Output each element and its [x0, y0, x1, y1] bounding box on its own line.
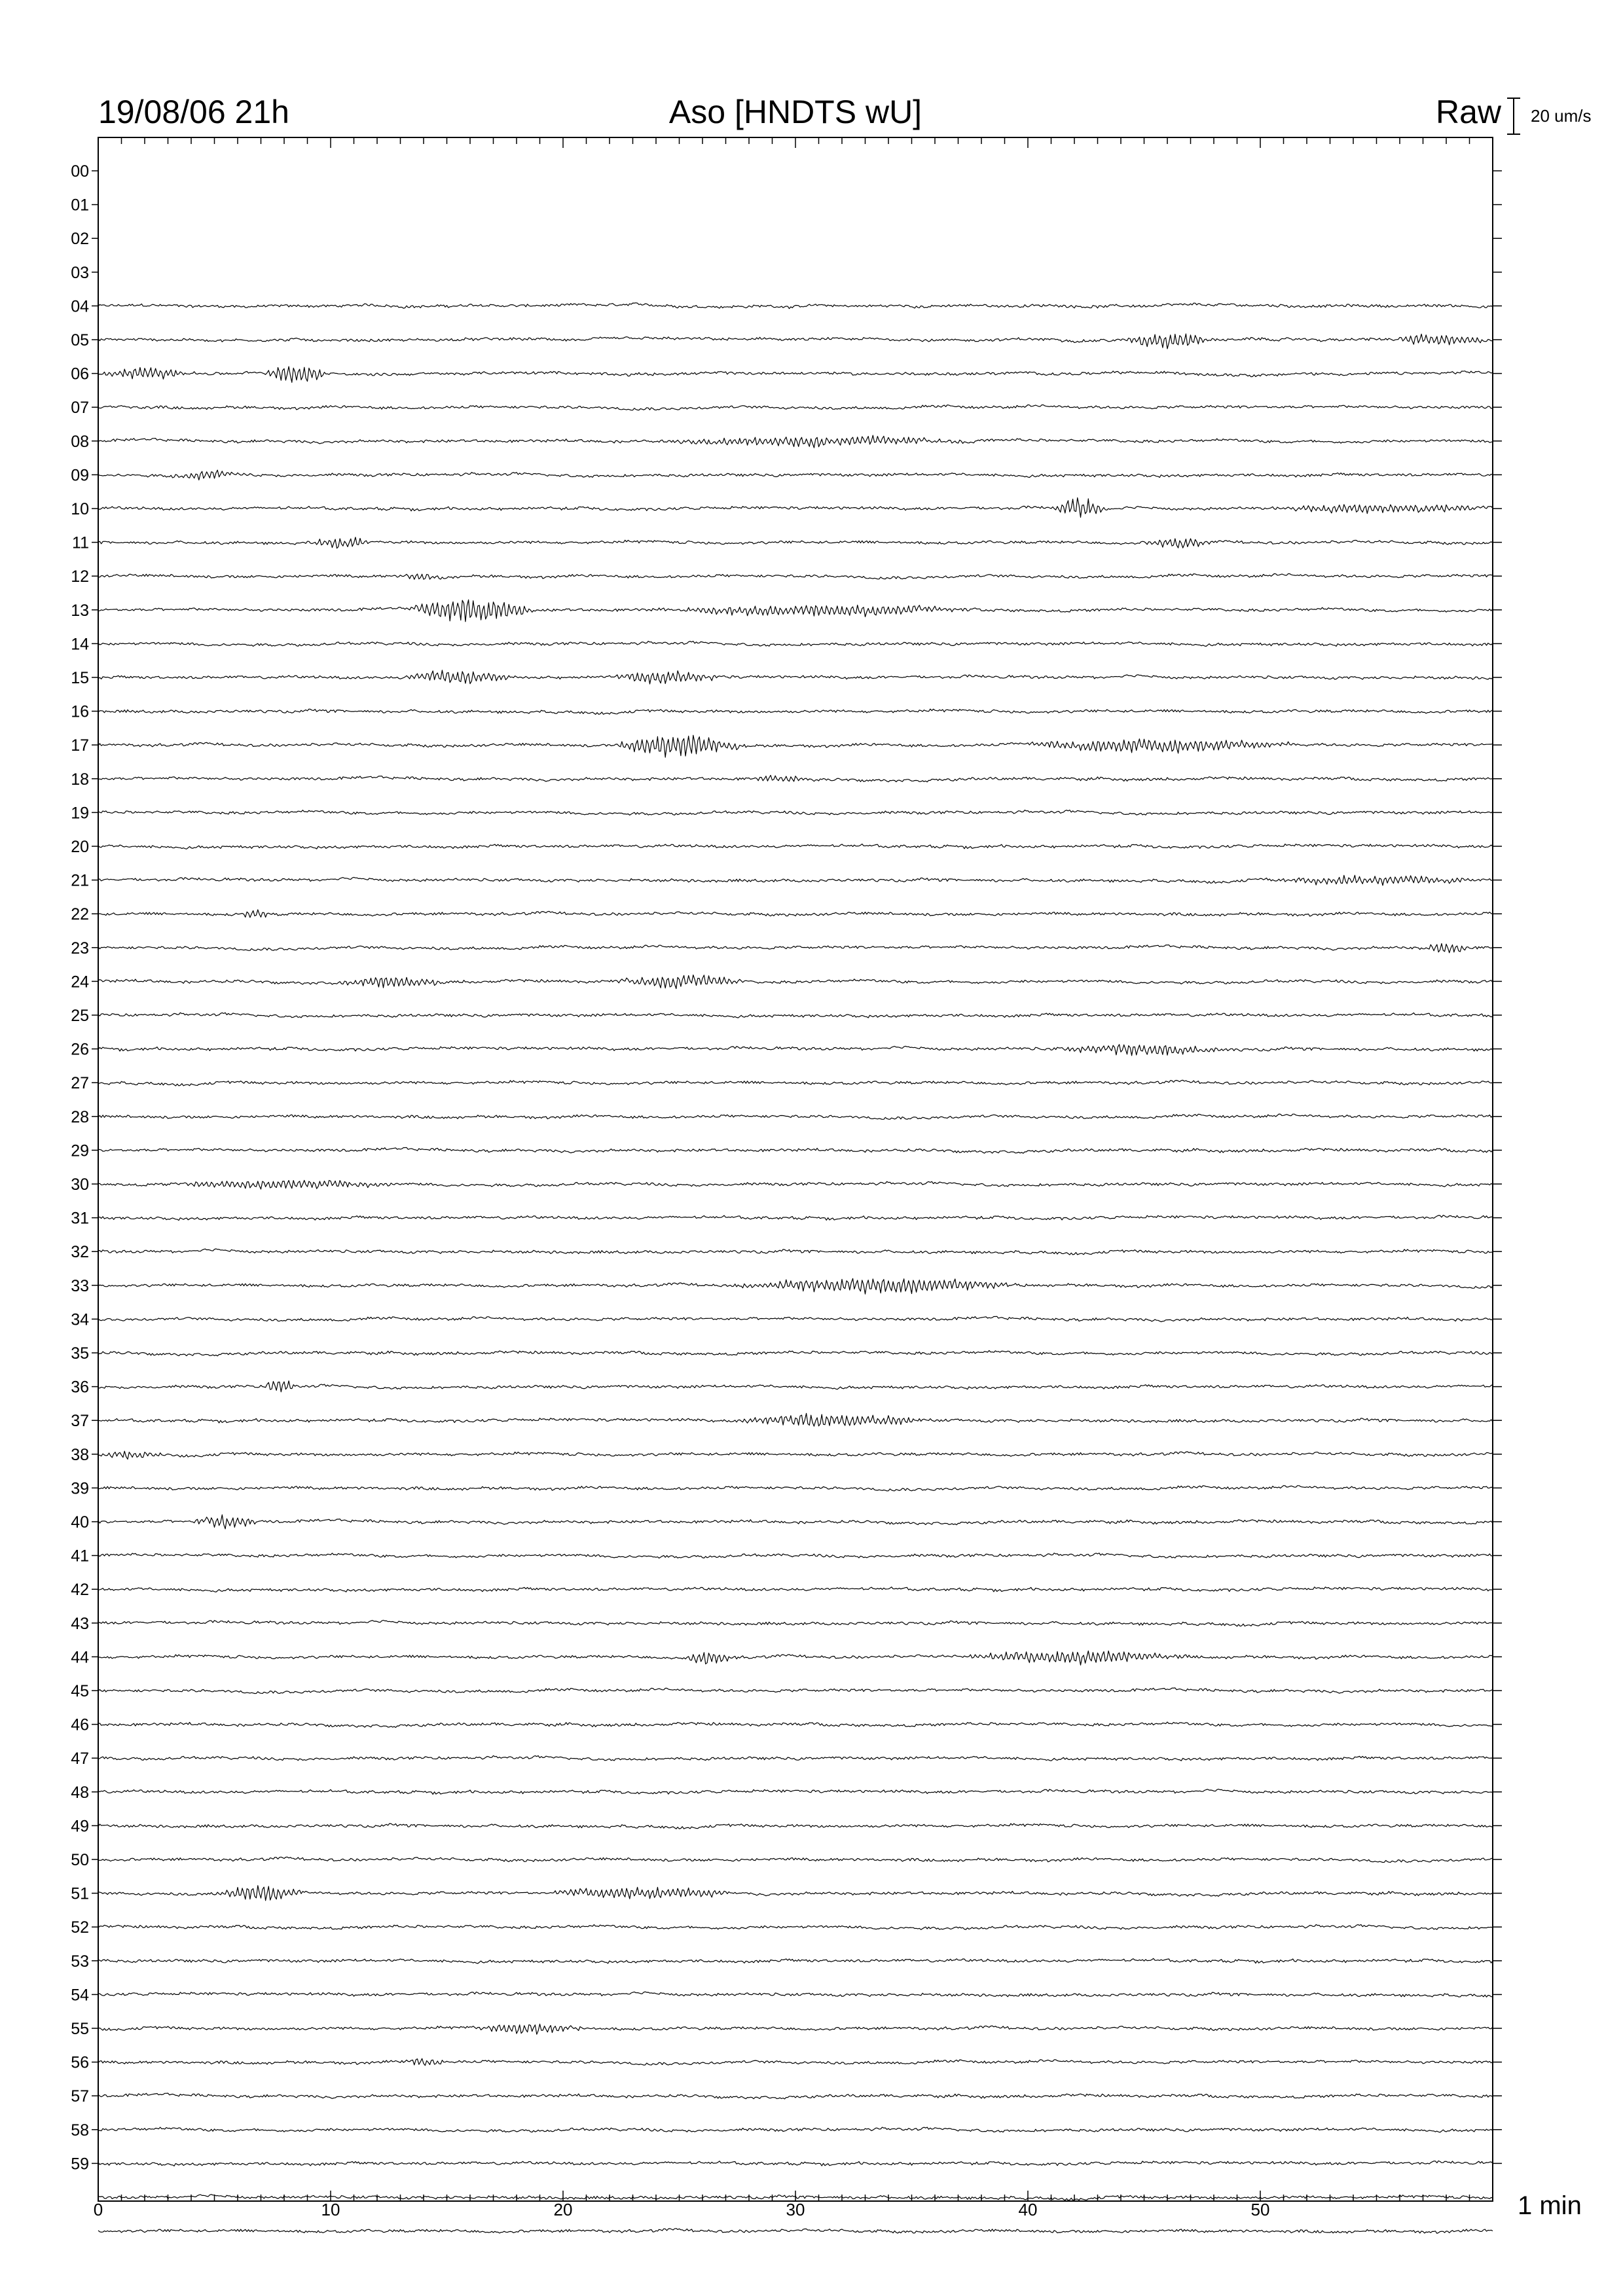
row-label: 18 — [71, 770, 89, 789]
trace-row-59 — [98, 2161, 1493, 2166]
trace-row-35 — [98, 1350, 1493, 1355]
trace-row-31 — [98, 1215, 1493, 1221]
row-label: 56 — [71, 2053, 89, 2072]
row-label: 17 — [71, 736, 89, 755]
row-label: 28 — [71, 1107, 89, 1126]
trace-row-38 — [98, 1451, 1493, 1459]
row-label: 29 — [71, 1141, 89, 1160]
trace-row-45 — [98, 1688, 1493, 1694]
x-tick-label: 0 — [93, 2200, 103, 2219]
row-label: 22 — [71, 905, 89, 924]
row-label: 27 — [71, 1074, 89, 1093]
trace-row-58 — [98, 2127, 1493, 2132]
trace-row-32 — [98, 1249, 1493, 1255]
trace-row-17 — [98, 735, 1493, 757]
trace-row-36 — [98, 1381, 1493, 1392]
trace-row-54 — [98, 1992, 1493, 1997]
trace-row-44 — [98, 1651, 1493, 1665]
row-label: 35 — [71, 1344, 89, 1363]
trace-row-34 — [98, 1316, 1493, 1321]
trace-row-11 — [98, 537, 1493, 548]
row-label: 40 — [71, 1513, 89, 1532]
trace-row-15 — [98, 670, 1493, 684]
x-tick-label: 20 — [553, 2200, 573, 2219]
trace-row-46 — [98, 1722, 1493, 1727]
row-label: 46 — [71, 1715, 89, 1734]
row-label: 52 — [71, 1918, 89, 1937]
row-label: 23 — [71, 939, 89, 958]
trace-row-43 — [98, 1621, 1493, 1626]
x-tick-label: 50 — [1250, 2200, 1270, 2219]
row-label: 07 — [71, 399, 89, 418]
trace-row-47 — [98, 1756, 1493, 1761]
trace-row-14 — [98, 641, 1493, 647]
row-label: 53 — [71, 1952, 89, 1971]
row-label: 57 — [71, 2087, 89, 2106]
trace-row-53 — [98, 1958, 1493, 1964]
trace-row-56 — [98, 2058, 1493, 2066]
row-label: 33 — [71, 1276, 89, 1295]
row-label: 02 — [71, 230, 89, 249]
row-label: 44 — [71, 1648, 89, 1667]
row-label: 05 — [71, 331, 89, 350]
helicorder-datetime: 19/08/06 21h — [98, 94, 289, 130]
trace-row-22 — [98, 910, 1493, 918]
trace-row-19 — [98, 810, 1493, 816]
row-label: 00 — [71, 162, 89, 181]
row-label: 30 — [71, 1175, 89, 1194]
trace-row-50 — [98, 1857, 1493, 1862]
row-label: 47 — [71, 1749, 89, 1768]
time-axis — [94, 2200, 1270, 2219]
row-label: 59 — [71, 2155, 89, 2174]
row-label: 26 — [71, 1040, 89, 1059]
row-label: 55 — [71, 2020, 89, 2038]
trace-row-21 — [98, 875, 1493, 886]
amplitude-scale-bar — [1507, 98, 1520, 134]
trace-row-16 — [98, 709, 1493, 714]
row-label: 45 — [71, 1682, 89, 1700]
x-tick-label: 30 — [786, 2200, 805, 2219]
trace-row-37 — [98, 1413, 1493, 1426]
trace-row-41 — [98, 1553, 1493, 1558]
row-label: 10 — [71, 500, 89, 518]
row-label: 12 — [71, 567, 89, 586]
trace-row-42 — [98, 1587, 1493, 1592]
row-label: 41 — [71, 1547, 89, 1566]
trace-row-08 — [98, 435, 1493, 448]
row-label: 51 — [71, 1884, 89, 1903]
trace-row-05 — [98, 334, 1493, 349]
row-label: 39 — [71, 1479, 89, 1498]
trace-row-09 — [98, 470, 1493, 480]
row-label: 48 — [71, 1783, 89, 1802]
row-label: 06 — [71, 365, 89, 384]
trace-row-40 — [98, 1515, 1493, 1529]
trace-row-49 — [98, 1823, 1493, 1829]
trace-row-55 — [98, 2024, 1493, 2035]
trace-row-29 — [98, 1147, 1493, 1153]
trace-row-25 — [98, 1013, 1493, 1018]
trace-row-51 — [98, 1886, 1493, 1901]
data-mode-label: Raw — [1436, 94, 1502, 130]
row-label: 31 — [71, 1209, 89, 1228]
trace-row-27 — [98, 1080, 1493, 1086]
row-label: 43 — [71, 1614, 89, 1633]
trace-row-04 — [98, 303, 1493, 309]
amplitude-scale-label: 20 um/s — [1531, 106, 1592, 126]
trace-row-07 — [98, 405, 1493, 410]
trace-row-18 — [98, 776, 1493, 782]
trace-row-20 — [98, 844, 1493, 850]
trace-row-06 — [98, 367, 1493, 382]
row-label: 08 — [71, 432, 89, 451]
trace-row-48 — [98, 1789, 1493, 1795]
hour-minute-row-labels — [71, 162, 89, 2173]
row-label: 19 — [71, 804, 89, 823]
row-label: 49 — [71, 1817, 89, 1836]
row-label: 01 — [71, 196, 89, 215]
row-label: 21 — [71, 871, 89, 890]
row-label: 03 — [71, 263, 89, 282]
row-label: 14 — [71, 635, 89, 654]
trace-row-57 — [98, 2093, 1493, 2099]
row-label: 34 — [71, 1310, 89, 1329]
station-title: Aso [HNDTS wU] — [668, 94, 922, 130]
trace-row-10 — [98, 498, 1493, 518]
row-label: 58 — [71, 2121, 89, 2140]
row-label: 36 — [71, 1378, 89, 1397]
row-label: 11 — [72, 533, 89, 552]
trace-row-33 — [98, 1278, 1493, 1294]
row-label: 38 — [71, 1445, 89, 1464]
trace-row-23 — [98, 944, 1493, 953]
row-label: 04 — [71, 297, 89, 316]
trace-row-39 — [98, 1486, 1493, 1491]
row-label: 54 — [71, 1986, 89, 2005]
trace-row-24 — [98, 975, 1493, 989]
row-label: 20 — [71, 838, 89, 856]
row-label: 42 — [71, 1581, 89, 1600]
row-label: 13 — [71, 601, 89, 620]
trace-row-52 — [98, 1925, 1493, 1930]
x-tick-label: 10 — [321, 2200, 340, 2219]
trace-row-12 — [98, 574, 1493, 580]
trace-row-28 — [98, 1114, 1493, 1119]
trace-row-26 — [98, 1045, 1493, 1056]
row-label: 16 — [71, 702, 89, 721]
row-label: 37 — [71, 1412, 89, 1431]
row-label: 15 — [71, 669, 89, 687]
trace-continuation — [98, 2229, 1493, 2234]
row-label: 32 — [71, 1243, 89, 1262]
time-axis-unit-label: 1 min — [1518, 2191, 1582, 2220]
trace-row-30 — [98, 1180, 1493, 1189]
trace-row-13 — [98, 600, 1493, 621]
seismic-traces — [98, 303, 1493, 2234]
row-label: 09 — [71, 466, 89, 485]
x-tick-label: 40 — [1018, 2200, 1038, 2219]
row-label: 24 — [71, 973, 89, 992]
row-label: 25 — [71, 1007, 89, 1025]
row-label: 50 — [71, 1851, 89, 1869]
